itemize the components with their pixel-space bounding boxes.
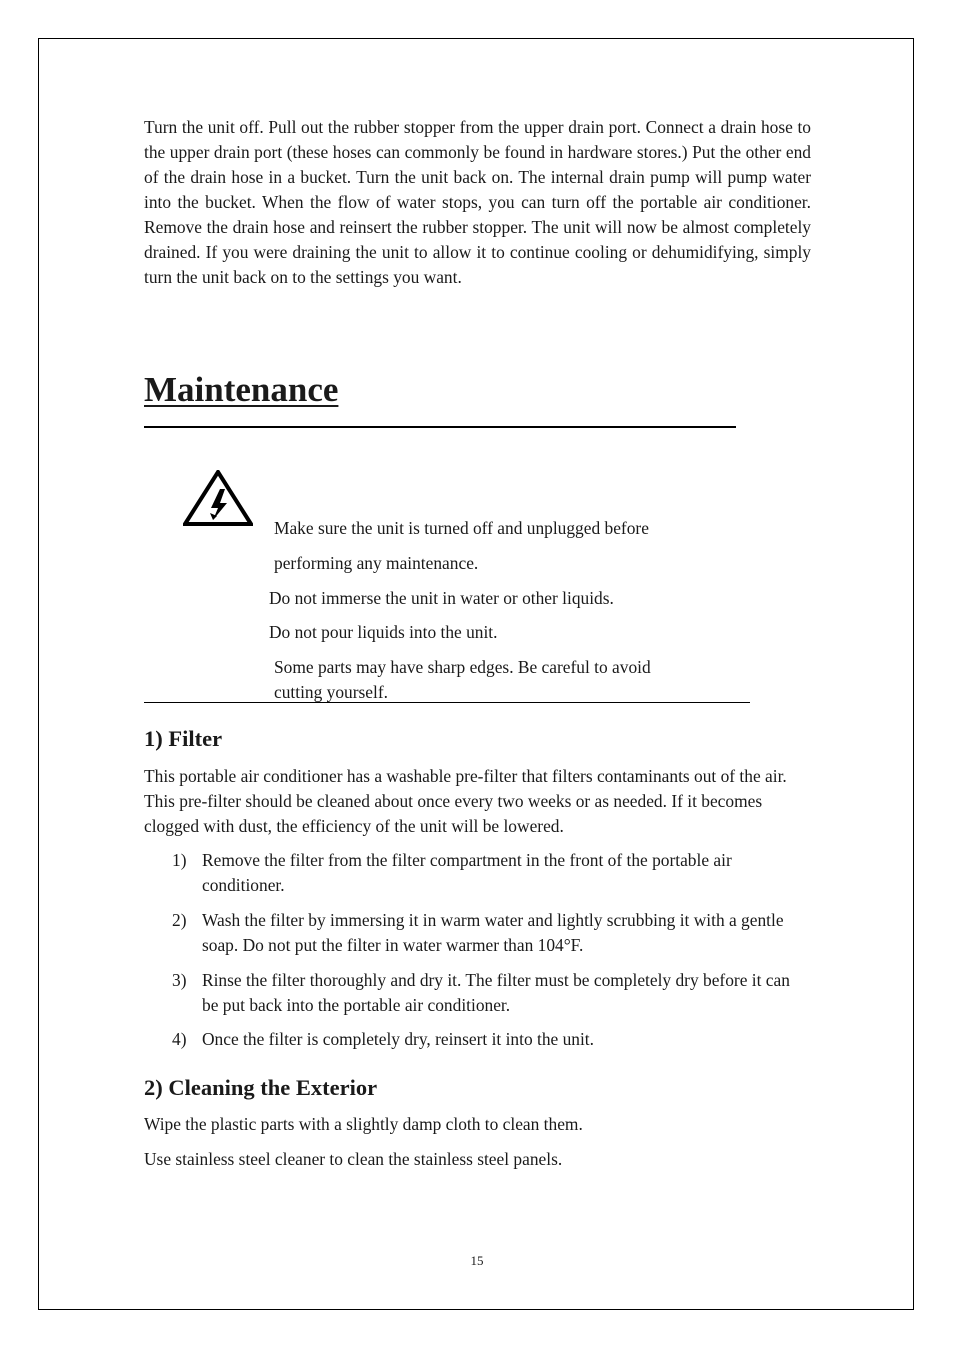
filter-paragraph: This portable air conditioner has a washable pre-filter that filters contaminants out of the air. This pre-filter should be cleaned about once every two weeks or as needed. If it becomes clogged with dust, the efficiency of the unit will be lowered. [144, 766, 787, 836]
page-number: 15 [470, 1253, 484, 1268]
title-rule [144, 426, 736, 428]
warning-line: Some parts may have sharp edges. Be careful to avoid [274, 657, 651, 677]
list-item-number: 1) [172, 850, 187, 870]
warning-line: cutting yourself. [274, 682, 388, 702]
exterior-heading: 2) Cleaning the Exterior [144, 1075, 378, 1100]
warning-line: Do not pour liquids into the unit. [269, 622, 498, 642]
exterior-line: Wipe the plastic parts with a slightly damp cloth to clean them. [144, 1114, 583, 1134]
high-voltage-warning-icon [183, 470, 253, 526]
list-item-number: 4) [172, 1029, 187, 1049]
warning-line: Do not immerse the unit in water or other liquids. [269, 588, 614, 608]
intro-paragraph: Turn the unit off. Pull out the rubber stopper from the upper drain port. Connect a drain hose to the upper drain port (these hoses can commonly be found in hardware stores.) Put the other end of the drain hose in a bucket. Turn the unit back on. The internal drain pump will pump water into the bucket. When the flow of water stops, you can turn off the portable air conditioner. Remove the drain hose and reinsert the rubber stopper. The unit will now be almost completely drained. If you were draining the unit to allow it to continue cooling or dehumidifying, simply turn the unit back on to the settings you want. [144, 117, 811, 287]
list-item-text: Once the filter is completely dry, reinsert it into the unit. [202, 1029, 594, 1049]
list-item-number: 2) [172, 910, 187, 930]
list-item-text: Remove the filter from the filter compartment in the front of the portable air conditioner. [202, 850, 732, 895]
warning-rule [144, 702, 750, 703]
list-item-text: Rinse the filter thoroughly and dry it. The filter must be completely dry before it can be put back into the portable air conditioner. [202, 970, 790, 1015]
page-title: Maintenance [144, 370, 339, 409]
warning-line: Make sure the unit is turned off and unplugged before [274, 518, 649, 538]
exterior-line: Use stainless steel cleaner to clean the stainless steel panels. [144, 1149, 563, 1169]
list-item-number: 3) [172, 970, 187, 990]
filter-heading: 1) Filter [144, 726, 223, 751]
warning-line: performing any maintenance. [274, 553, 479, 573]
list-item-text: Wash the filter by immersing it in warm water and lightly scrubbing it with a gentle soap. Do not put the filter in water warmer than 104°F. [202, 910, 784, 955]
